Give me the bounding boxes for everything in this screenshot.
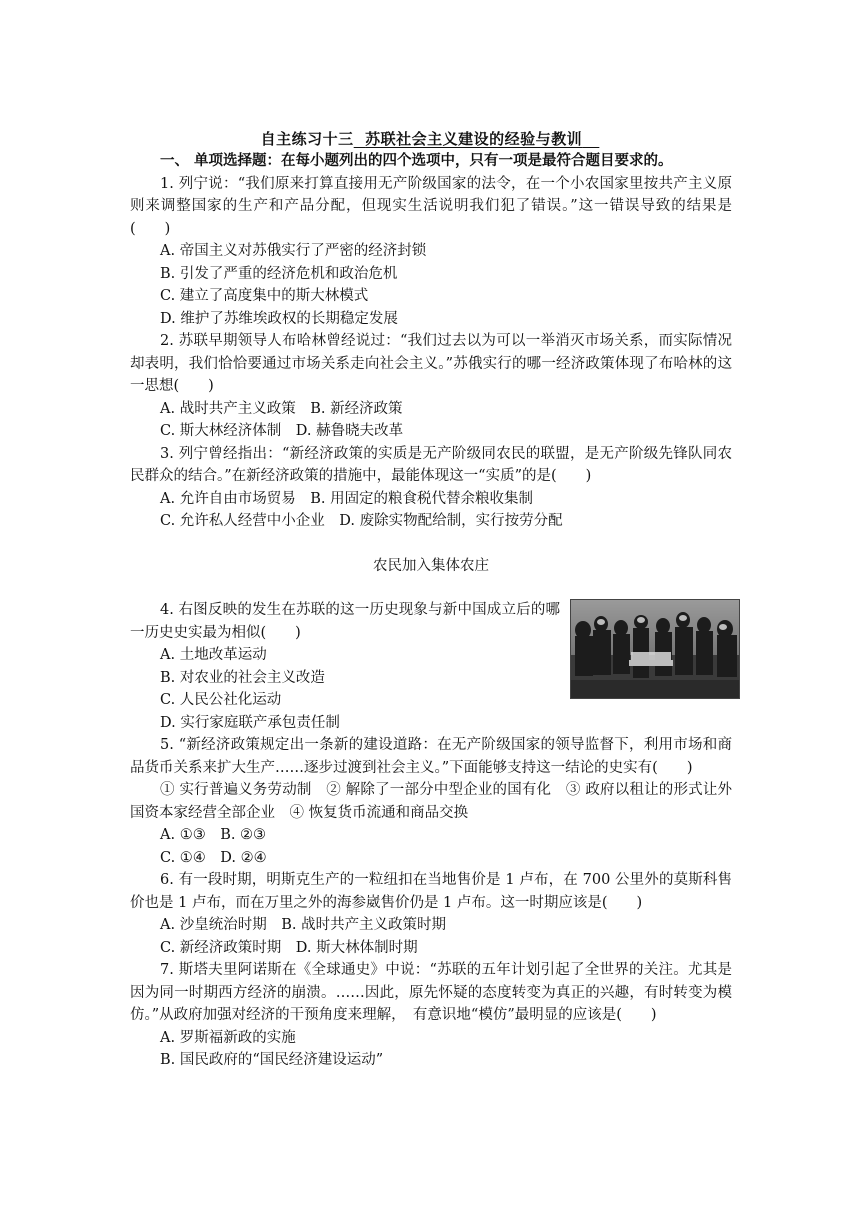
title-subtitle: 苏联社会主义建设的经验与教训 — [365, 130, 583, 148]
question-3-options-ab: A. 允许自由市场贸易 B. 用固定的粮食税代替余粮收集制 — [160, 490, 534, 507]
question-2-stem: 2. 苏联早期领导人布哈林曾经说过：“我们过去以为可以一举消灭市场关系，而实际情况却表明，我们恰恰要通过市场关系走向社会主义。”苏俄实行的哪一经济政策体现了布哈林的这一思想( ) — [130, 333, 732, 394]
question-5-statements: ① 实行普遍义务劳动制 ② 解除了一部分中型企业的国有化 ③ 政府以租让的形式让外国资本家经营全部企业 ④ 恢复货币流通和商品交换 — [130, 782, 732, 821]
question-6-options-cd: C. 新经济政策时期 D. 斯大林体制时期 — [160, 939, 418, 956]
question-1-option-c: C. 建立了高度集中的斯大林模式 — [160, 288, 369, 304]
question-3-options-cd: C. 允许私人经营中小企业 D. 废除实物配给制，实行按劳分配 — [160, 513, 563, 529]
figure-caption: 农民加入集体农庄 — [373, 557, 489, 574]
question-4-text — [130, 599, 560, 644]
question-2-options-cd: C. 斯大林经济体制 D. 赫鲁晓夫改革 — [160, 423, 404, 439]
page-title — [0, 128, 860, 149]
question-1-option-b: B. 引发了严重的经济危机和政治危机 — [160, 265, 398, 282]
question-2-options-ab: A. 战时共产主义政策 B. 新经济政策 — [160, 400, 403, 417]
question-1-stem: 1. 列宁说：“我们原来打算直接用无产阶级国家的法令，在一个小农国家里按共产主义原则来调整国家的生产和产品分配，但现实生活说明我们犯了错误。”这一错误导致的结果是( ) — [130, 175, 732, 237]
section-heading: 一、 单项选择题：在每小题列出的四个选项中，只有一项是最符合题目要求的。 — [160, 152, 673, 169]
question-4-option-b: B. 对农业的社会主义改造 — [160, 669, 325, 686]
question-4-option-d: D. 实行家庭联产承包责任制 — [160, 714, 340, 731]
question-6-options-ab: A. 沙皇统治时期 B. 战时共产主义政策时期 — [160, 917, 447, 933]
collective-farm-photo — [570, 599, 740, 699]
question-7-option-a: A. 罗斯福新政的实施 — [160, 1029, 296, 1046]
question-4-option-a: A. 土地改革运动 — [160, 647, 267, 663]
question-3-stem: 3. 列宁曾经指出：“新经济政策的实质是无产阶级同农民的联盟，是无产阶级先锋队同农民群众的结合。”在新经济政策的措施中，最能体现这一“实质”的是( ) — [130, 445, 732, 484]
title-main: 自主练习十三 — [260, 130, 354, 148]
question-4-stem: 4. 右图反映的发生在苏联的这一历史现象与新中国成立后的哪一历史史实最为相似( ) — [130, 602, 560, 641]
question-7-option-b: B. 国民政府的“国民经济建设运动” — [160, 1052, 384, 1068]
question-5-stem: 5. “新经济政策规定出一条新的建设道路：在无产阶级国家的领导监督下，利用市场和商品货币关系来扩大生产……逐步过渡到社会主义。”下面能够支持这一结论的史实有( ) — [130, 737, 732, 776]
question-1-option-d: D. 维护了苏维埃政权的长期稳定发展 — [160, 310, 398, 327]
question-4-option-c: C. 人民公社化运动 — [160, 692, 282, 708]
question-7-stem: 7. 斯塔夫里阿诺斯在《全球通史》中说：“苏联的五年计划引起了全世界的关注。尤其是因为同一时期西方经济的崩溃。……因此，原先怀疑的态度转变为真正的兴趣，有时转变为模仿。”从政府加强对经济的干预角度来理解， 有意识地“模仿”最明显的应该是( ) — [130, 962, 732, 1023]
question-5-options-ab: A. ①③ B. ②③ — [160, 827, 267, 843]
question-4-block — [130, 599, 732, 734]
question-5-options-cd: C. ①④ D. ②④ — [160, 849, 267, 866]
question-list — [130, 150, 732, 1072]
question-1-option-a: A. 帝国主义对苏俄实行了严密的经济封锁 — [160, 243, 427, 259]
question-6-stem: 6. 有一段时期，明斯克生产的一粒纽扣在当地售价是 1 卢布，在 700 公里外的莫斯科售价也是 1 卢布，而在万里之外的海参崴售价仍是 1 卢布。这一时期应该是( ) — [130, 872, 732, 911]
